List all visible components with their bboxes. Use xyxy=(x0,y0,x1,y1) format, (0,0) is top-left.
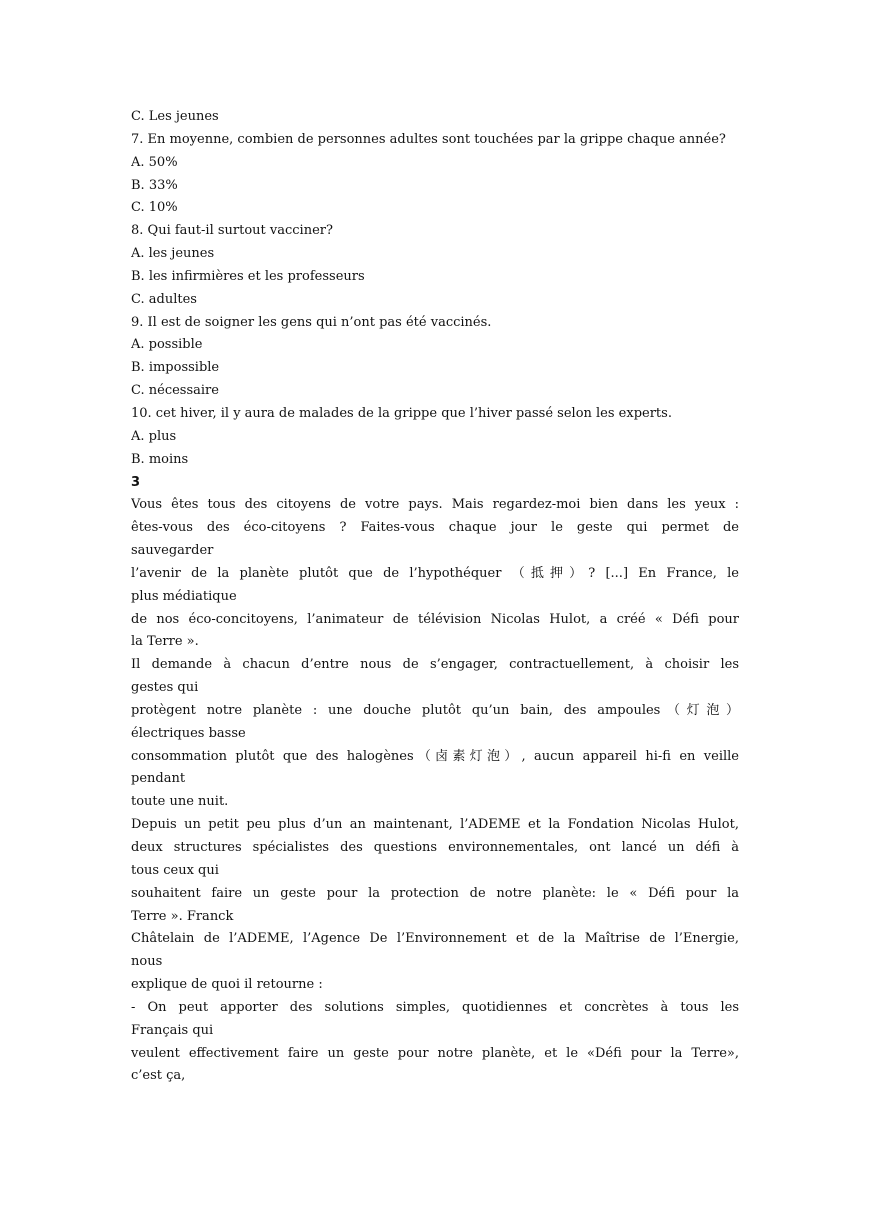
text-line: sauvegarder xyxy=(131,543,214,559)
text-line: Terre ». Franck xyxy=(131,908,234,924)
text-line: plus médiatique xyxy=(131,588,237,604)
text-line: Français qui xyxy=(131,1022,214,1038)
text-line: B. les infirmières et les professeurs xyxy=(131,268,365,284)
text-line: la Terre ». xyxy=(131,634,199,650)
text-line: pendant xyxy=(131,771,186,787)
text-line: électriques basse xyxy=(131,725,246,741)
text-line: protègent notre planète : une douche plutôt qu’un bain, des ampoules（灯泡） xyxy=(131,702,739,718)
text-line: A. possible xyxy=(131,337,203,353)
text-line: B. 33% xyxy=(131,177,178,193)
text-line: Depuis un petit peu plus d’un an maintenant, l’ADEME et la Fondation Nicolas Hulot, xyxy=(131,817,739,833)
text-line: A. les jeunes xyxy=(131,246,215,262)
section-number: 3 xyxy=(131,474,141,490)
text-line: Vous êtes tous des citoyens de votre pays. Mais regardez-moi bien dans les yeux : xyxy=(131,497,739,513)
text-line: 9. Il est de soigner les gens qui n’ont pas été vaccinés. xyxy=(131,314,492,330)
text-line: C. nécessaire xyxy=(131,383,219,399)
text-line: 10. cet hiver, il y aura de malades de la grippe que l’hiver passé selon les experts. xyxy=(131,405,672,421)
text-line: A. plus xyxy=(131,428,177,444)
text-line: nous xyxy=(131,954,163,970)
text-line: deux structures spécialistes des questions environnementales, ont lancé un défi à xyxy=(131,840,739,855)
text-line: C. 10% xyxy=(131,200,178,216)
text-line: 7. En moyenne, combien de personnes adultes sont touchées par la grippe chaque année? xyxy=(131,131,726,147)
text-line: B. moins xyxy=(131,451,189,467)
text-line: tous ceux qui xyxy=(131,862,219,878)
text-line: toute une nuit. xyxy=(131,794,229,810)
text-line: Il demande à chacun d’entre nous de s’engager, contractuellement, à choisir les xyxy=(131,657,739,673)
text-line: veulent effectivement faire un geste pour notre planète, et le «Défi pour la Terre», xyxy=(131,1045,739,1061)
text-line: c’est ça, xyxy=(131,1068,186,1084)
text-line: 8. Qui faut-il surtout vacciner? xyxy=(131,223,333,239)
text-line: souhaitent faire un geste pour la protection de notre planète: le « Défi pour la xyxy=(131,885,739,901)
document-page xyxy=(131,106,739,1088)
text-line: de nos éco-concitoyens, l’animateur de télévision Nicolas Hulot, a créé « Défi pour xyxy=(131,611,739,627)
text-line: C. adultes xyxy=(131,291,197,307)
text-line: C. Les jeunes xyxy=(131,109,219,124)
text-line: gestes qui xyxy=(131,680,199,696)
text-line: l’avenir de la planète plutôt que de l’hypothéquer （抵押）? [...] En France, le xyxy=(131,565,739,581)
text-line: B. impossible xyxy=(131,360,220,376)
text-line: A. 50% xyxy=(131,154,178,170)
text-line: consommation plutôt que des halogènes（卤素灯泡）, aucun appareil hi-fi en veille xyxy=(131,748,739,764)
text-line: - On peut apporter des solutions simples, quotidiennes et concrètes à tous les xyxy=(131,999,739,1015)
text-line: êtes-vous des éco-citoyens ? Faites-vous chaque jour le geste qui permet de xyxy=(131,520,739,536)
text-line: Châtelain de l’ADEME, l’Agence De l’Environnement et de la Maîtrise de l’Energie, xyxy=(131,931,739,947)
text-line: explique de quoi il retourne : xyxy=(131,977,323,993)
